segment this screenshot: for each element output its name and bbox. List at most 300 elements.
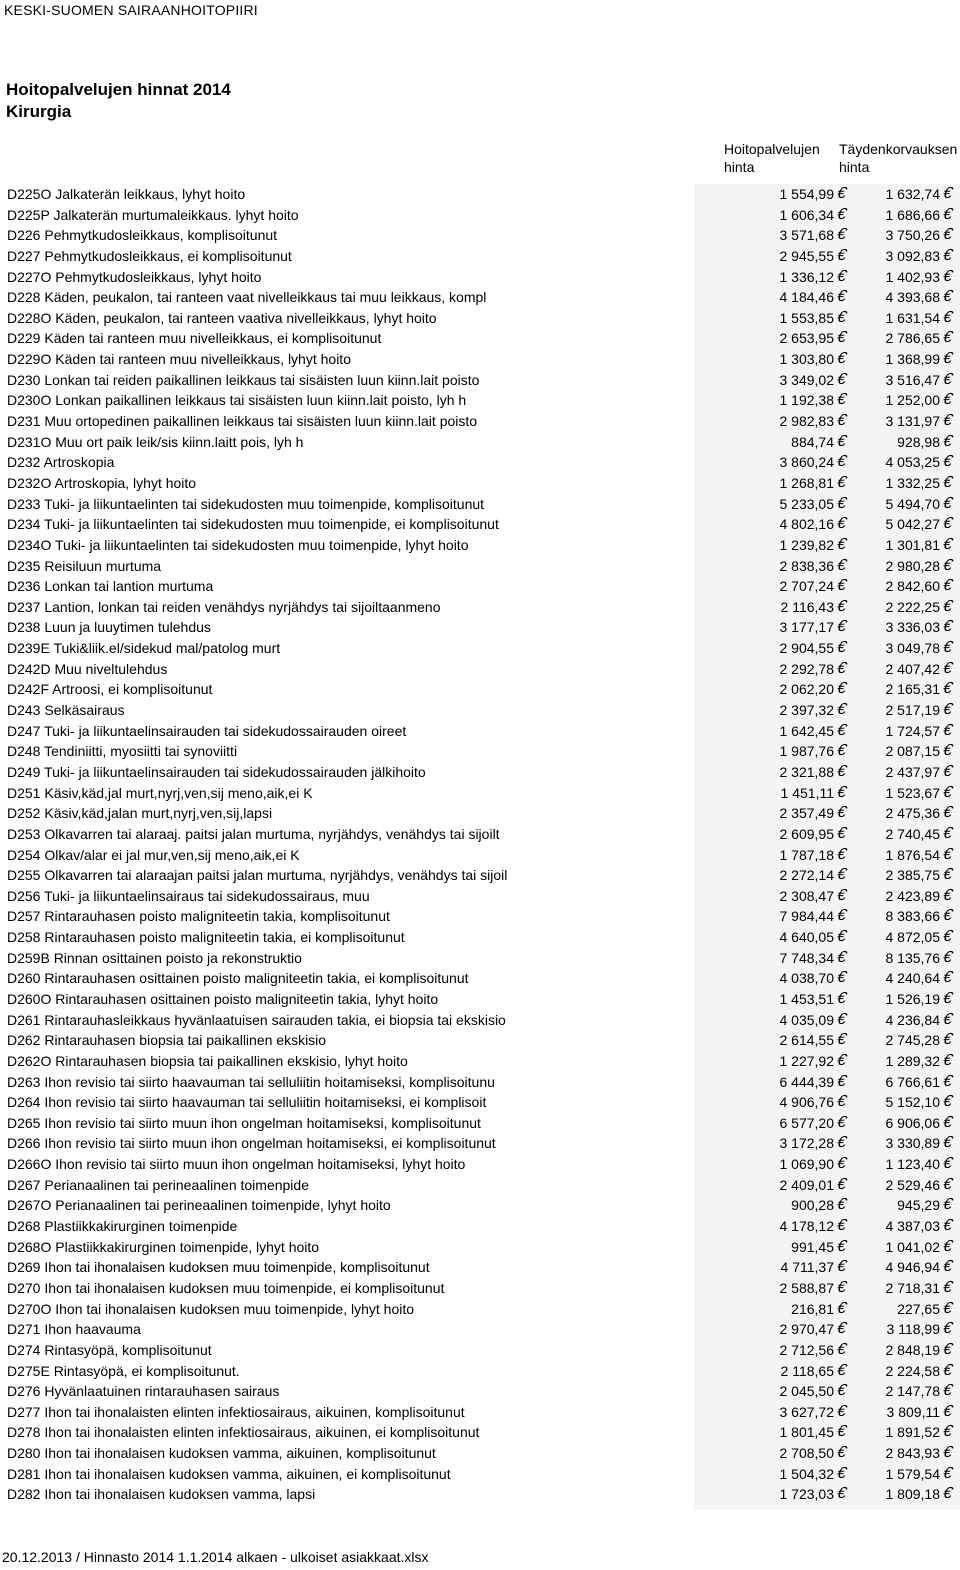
table-row xyxy=(0,824,960,845)
row-description: D266O Ihon revisio tai siirto muun ihon ongelman hoitamiseksi, lyhyt hoito xyxy=(7,1156,466,1173)
row-price: 1 451,11 xyxy=(780,784,834,801)
row-price: 1 504,32 xyxy=(779,1465,834,1482)
row-price: 1 336,12 xyxy=(779,268,834,285)
euro-symbol: € xyxy=(940,535,955,553)
euro-symbol: € xyxy=(834,1464,849,1482)
row-description: D234 Tuki- ja liikuntaelinten tai sidekudosten muu toimenpide, ei komplisoitunut xyxy=(7,516,499,533)
table-row xyxy=(0,927,960,948)
row-price: 2 045,50 xyxy=(779,1383,834,1400)
euro-symbol: € xyxy=(940,412,955,430)
row-description: D274 Rintasyöpä, komplisoitunut xyxy=(7,1341,212,1358)
euro-symbol: € xyxy=(940,350,955,368)
euro-symbol: € xyxy=(834,1444,849,1462)
row-description: D227O Pehmytkudosleikkaus, lyhyt hoito xyxy=(7,268,262,285)
row-description: D231 Muu ortopedinen paikallinen leikkaus tai sisäisten luun kiinn.lait poisto xyxy=(7,413,478,430)
row-full-price: 3 809,11 xyxy=(886,1403,940,1420)
row-description: D265 Ihon revisio tai siirto muun ihon ongelman hoitamiseksi, komplisoitunut xyxy=(7,1114,481,1131)
row-full-price: 945,29 xyxy=(897,1197,940,1214)
table-row xyxy=(0,845,960,866)
euro-symbol: € xyxy=(940,1340,955,1358)
row-full-price: 1 523,67 xyxy=(885,784,940,801)
euro-symbol: € xyxy=(940,928,955,946)
table-row xyxy=(0,1402,960,1423)
row-full-price: 928,98 xyxy=(897,433,940,450)
euro-symbol: € xyxy=(834,412,849,430)
euro-symbol: € xyxy=(940,370,955,388)
euro-symbol: € xyxy=(834,205,849,223)
euro-symbol: € xyxy=(940,329,955,347)
table-row xyxy=(0,411,960,432)
euro-symbol: € xyxy=(940,783,955,801)
row-full-price: 2 423,89 xyxy=(885,887,940,904)
row-description: D278 Ihon tai ihonalaisten elinten infektiosairaus, aikuinen, ei komplisoitunut xyxy=(7,1424,480,1441)
row-description: D262 Rintarauhasen biopsia tai paikallinen ekskisio xyxy=(7,1032,327,1049)
row-price: 2 409,01 xyxy=(779,1176,834,1193)
row-price: 2 321,88 xyxy=(779,763,834,780)
euro-symbol: € xyxy=(940,989,955,1007)
row-description: D270 Ihon tai ihonalaisen kudoksen muu toimenpide, ei komplisoitunut xyxy=(7,1279,445,1296)
euro-symbol: € xyxy=(940,948,955,966)
organization-name: KESKI-SUOMEN SAIRAANHOITOPIIRI xyxy=(4,2,258,18)
row-price: 7 748,34 xyxy=(779,949,834,966)
row-price: 2 116,43 xyxy=(780,598,834,615)
row-price: 4 178,12 xyxy=(779,1218,834,1235)
row-full-price: 2 786,65 xyxy=(885,330,940,347)
euro-symbol: € xyxy=(940,473,955,491)
euro-symbol: € xyxy=(834,577,849,595)
euro-symbol: € xyxy=(834,267,849,285)
table-row xyxy=(0,741,960,762)
row-price: 5 233,05 xyxy=(779,495,834,512)
row-price: 900,28 xyxy=(791,1197,834,1214)
euro-symbol: € xyxy=(940,432,955,450)
table-row xyxy=(0,1113,960,1134)
row-description: D249 Tuki- ja liikuntaelinsairauden tai sidekudossairauden jälkihoito xyxy=(7,763,426,780)
euro-symbol: € xyxy=(834,618,849,636)
euro-symbol: € xyxy=(834,1402,849,1420)
row-price: 3 177,17 xyxy=(779,619,834,636)
row-description: D247 Tuki- ja liikuntaelinsairauden tai sidekudossairauden oireet xyxy=(7,722,407,739)
table-row xyxy=(0,452,960,473)
euro-symbol: € xyxy=(834,804,849,822)
euro-symbol: € xyxy=(940,1175,955,1193)
table-row xyxy=(0,287,960,308)
row-full-price: 5 494,70 xyxy=(885,495,940,512)
euro-symbol: € xyxy=(834,1217,849,1235)
euro-symbol: € xyxy=(834,886,849,904)
row-full-price: 2 740,45 xyxy=(885,825,940,842)
page-title xyxy=(6,79,231,123)
row-price: 1 192,38 xyxy=(779,392,834,409)
row-description: D238 Luun ja luuytimen tulehdus xyxy=(7,619,211,636)
row-price: 2 708,50 xyxy=(779,1445,834,1462)
euro-symbol: € xyxy=(940,680,955,698)
euro-symbol: € xyxy=(940,1402,955,1420)
row-price: 4 184,46 xyxy=(779,289,834,306)
row-description: D260 Rintarauhasen osittainen poisto maligniteetin takia, ei komplisoitunut xyxy=(7,970,469,987)
euro-symbol: € xyxy=(834,308,849,326)
euro-symbol: € xyxy=(940,267,955,285)
euro-symbol: € xyxy=(834,783,849,801)
table-row xyxy=(0,968,960,989)
row-price: 1 787,18 xyxy=(779,846,834,863)
euro-symbol: € xyxy=(834,721,849,739)
euro-symbol: € xyxy=(940,907,955,925)
row-description: D268O Plastiikkakirurginen toimenpide, lyhyt hoito xyxy=(7,1238,320,1255)
euro-symbol: € xyxy=(940,1051,955,1069)
row-description: D232 Artroskopia xyxy=(7,454,115,471)
row-description: D280 Ihon tai ihonalaisen kudoksen vamma, aikuinen, komplisoitunut xyxy=(7,1445,436,1462)
row-price: 216,81 xyxy=(791,1300,834,1317)
euro-symbol: € xyxy=(940,597,955,615)
row-description: D248 Tendiniitti, myosiitti tai synoviitti xyxy=(7,743,238,760)
table-row xyxy=(0,1422,960,1443)
euro-symbol: € xyxy=(940,246,955,264)
row-description: D258 Rintarauhasen poisto maligniteetin takia, ei komplisoitunut xyxy=(7,929,405,946)
row-description: D259B Rinnan osittainen poisto ja rekonstruktio xyxy=(7,949,302,966)
table-row xyxy=(0,1051,960,1072)
row-description: D267 Perianaalinen tai perineaalinen toimenpide xyxy=(7,1176,309,1193)
euro-symbol: € xyxy=(834,246,849,264)
row-price: 991,45 xyxy=(791,1238,834,1255)
table-row xyxy=(0,1257,960,1278)
euro-symbol: € xyxy=(834,556,849,574)
euro-symbol: € xyxy=(834,1423,849,1441)
euro-symbol: € xyxy=(940,1010,955,1028)
row-description: D242F Artroosi, ei komplisoitunut xyxy=(7,681,213,698)
euro-symbol: € xyxy=(834,185,849,202)
row-description: D229O Käden tai ranteen muu nivelleikkaus, lyhyt hoito xyxy=(7,351,351,368)
row-description: D275E Rintasyöpä, ei komplisoitunut. xyxy=(7,1362,240,1379)
row-price: 1 069,90 xyxy=(779,1156,834,1173)
column-header-price: Hoitopalvelujen hinta xyxy=(724,141,820,175)
euro-symbol: € xyxy=(940,494,955,512)
euro-symbol: € xyxy=(940,701,955,719)
euro-symbol: € xyxy=(940,762,955,780)
euro-symbol: € xyxy=(940,1444,955,1462)
row-description: D233 Tuki- ja liikuntaelinten tai sidekudosten muu toimenpide, komplisoitunut xyxy=(7,495,485,512)
euro-symbol: € xyxy=(834,329,849,347)
table-row xyxy=(0,514,960,535)
row-description: D282 Ihon tai ihonalaisen kudoksen vamma, lapsi xyxy=(7,1486,316,1503)
row-description: D225P Jalkaterän murtumaleikkaus. lyhyt hoito xyxy=(7,206,299,223)
row-price: 2 308,47 xyxy=(779,887,834,904)
row-full-price: 2 437,97 xyxy=(885,763,940,780)
table-row xyxy=(0,948,960,969)
row-price: 3 349,02 xyxy=(779,371,834,388)
table-row xyxy=(0,1216,960,1237)
row-full-price: 2 848,19 xyxy=(885,1341,940,1358)
row-price: 1 723,03 xyxy=(779,1486,834,1503)
row-full-price: 4 946,94 xyxy=(885,1259,940,1276)
row-price: 1 239,82 xyxy=(779,536,834,553)
euro-symbol: € xyxy=(834,680,849,698)
row-full-price: 1 724,57 xyxy=(885,722,940,739)
euro-symbol: € xyxy=(834,989,849,1007)
row-full-price: 2 517,19 xyxy=(885,702,940,719)
euro-symbol: € xyxy=(940,453,955,471)
row-full-price: 3 330,89 xyxy=(885,1135,940,1152)
row-description: D256 Tuki- ja liikuntaelinsairaus tai sidekudossairaus, muu xyxy=(7,887,370,904)
euro-symbol: € xyxy=(834,1051,849,1069)
euro-symbol: € xyxy=(940,1093,955,1111)
column-header-full-price: Täydenkorvauksen hinta xyxy=(839,141,958,175)
row-full-price: 4 872,05 xyxy=(885,929,940,946)
row-description: D260O Rintarauhasen osittainen poisto maligniteetin takia, lyhyt hoito xyxy=(7,990,439,1007)
table-row xyxy=(0,1484,960,1505)
row-description: D276 Hyvänlaatuinen rintarauhasen sairaus xyxy=(7,1383,280,1400)
row-description: D263 Ihon revisio tai siirto haavauman tai selluliitin hoitamiseksi, komplisoitunu xyxy=(7,1073,495,1090)
table-row xyxy=(0,1319,960,1340)
row-price: 2 707,24 xyxy=(779,578,834,595)
row-price: 4 035,09 xyxy=(779,1011,834,1028)
table-row xyxy=(0,1010,960,1031)
row-description: D226 Pehmytkudosleikkaus, komplisoitunut xyxy=(7,227,278,244)
row-price: 1 642,45 xyxy=(779,722,834,739)
row-full-price: 2 843,93 xyxy=(885,1445,940,1462)
row-price: 2 357,49 xyxy=(779,805,834,822)
euro-symbol: € xyxy=(834,639,849,657)
row-description: D239E Tuki&liik.el/sidekud mal/patolog murt xyxy=(7,640,281,657)
euro-symbol: € xyxy=(940,1155,955,1173)
table-row xyxy=(0,762,960,783)
euro-symbol: € xyxy=(834,762,849,780)
table-row xyxy=(0,1072,960,1093)
row-price: 2 904,55 xyxy=(779,640,834,657)
table-row xyxy=(0,267,960,288)
euro-symbol: € xyxy=(834,1320,849,1338)
table-row xyxy=(0,1381,960,1402)
row-full-price: 2 718,31 xyxy=(885,1279,940,1296)
row-full-price: 5 152,10 xyxy=(885,1094,940,1111)
row-price: 2 970,47 xyxy=(779,1321,834,1338)
row-description: D225O Jalkaterän leikkaus, lyhyt hoito xyxy=(7,186,246,202)
table-row xyxy=(0,659,960,680)
row-description: D237 Lantion, lonkan tai reiden venähdys nyrjähdys tai sijoiltaanmeno xyxy=(7,598,441,615)
row-full-price: 4 236,84 xyxy=(885,1011,940,1028)
row-full-price: 1 368,99 xyxy=(885,351,940,368)
row-description: D234O Tuki- ja liikuntaelinten tai sidekudosten muu toimenpide, lyhyt hoito xyxy=(7,536,469,553)
euro-symbol: € xyxy=(834,1093,849,1111)
row-full-price: 5 042,27 xyxy=(885,516,940,533)
row-full-price: 227,65 xyxy=(897,1300,940,1317)
euro-symbol: € xyxy=(940,1217,955,1235)
row-description: D229 Käden tai ranteen muu nivelleikkaus, ei komplisoitunut xyxy=(7,330,382,347)
row-description: D261 Rintarauhasleikkaus hyvänlaatuisen sairauden takia, ei biopsia tai ekskisio xyxy=(7,1011,506,1028)
euro-symbol: € xyxy=(940,804,955,822)
row-full-price: 3 750,26 xyxy=(885,227,940,244)
row-price: 3 571,68 xyxy=(779,227,834,244)
euro-symbol: € xyxy=(940,1072,955,1090)
row-full-price: 2 087,15 xyxy=(885,743,940,760)
table-row xyxy=(0,886,960,907)
row-full-price: 2 147,78 xyxy=(885,1383,940,1400)
row-description: D251 Käsiv,käd,jal murt,nyrj,ven,sij meno,aik,ei K xyxy=(7,784,313,801)
row-full-price: 3 049,78 xyxy=(885,640,940,657)
euro-symbol: € xyxy=(940,886,955,904)
row-price: 2 653,95 xyxy=(779,330,834,347)
table-row xyxy=(0,1195,960,1216)
row-full-price: 1 579,54 xyxy=(885,1465,940,1482)
title-line-2: Kirurgia xyxy=(6,102,72,121)
euro-symbol: € xyxy=(940,556,955,574)
euro-symbol: € xyxy=(940,639,955,657)
euro-symbol: € xyxy=(834,969,849,987)
row-full-price: 6 906,06 xyxy=(885,1114,940,1131)
row-full-price: 2 385,75 xyxy=(885,867,940,884)
euro-symbol: € xyxy=(834,350,849,368)
table-row xyxy=(0,246,960,267)
row-description: D228O Käden, peukalon, tai ranteen vaativa nivelleikkaus, lyhyt hoito xyxy=(7,309,437,326)
table-row xyxy=(0,617,960,638)
row-price: 1 553,85 xyxy=(779,309,834,326)
row-description: D231O Muu ort paik leik/sis kiinn.laitt pois, lyh h xyxy=(7,433,304,450)
row-full-price: 1 402,93 xyxy=(885,268,940,285)
row-price: 2 588,87 xyxy=(779,1279,834,1296)
row-full-price: 1 891,52 xyxy=(885,1424,940,1441)
euro-symbol: € xyxy=(940,1464,955,1482)
table-row xyxy=(0,473,960,494)
table-row xyxy=(0,1340,960,1361)
row-description: D228 Käden, peukalon, tai ranteen vaat nivelleikkaus tai muu leikkaus, kompl xyxy=(7,289,487,306)
table-row xyxy=(0,783,960,804)
row-full-price: 2 842,60 xyxy=(885,578,940,595)
row-price: 6 577,20 xyxy=(779,1114,834,1131)
euro-symbol: € xyxy=(834,1382,849,1400)
row-price: 2 982,83 xyxy=(779,413,834,430)
row-price: 1 987,76 xyxy=(779,743,834,760)
row-full-price: 1 041,02 xyxy=(885,1238,940,1255)
row-description: D269 Ihon tai ihonalaisen kudoksen muu toimenpide, komplisoitunut xyxy=(7,1259,430,1276)
table-row xyxy=(0,328,960,349)
row-full-price: 8 383,66 xyxy=(885,908,940,925)
euro-symbol: € xyxy=(940,226,955,244)
euro-symbol: € xyxy=(834,473,849,491)
row-description: D264 Ihon revisio tai siirto haavauman tai selluliitin hoitamiseksi, ei komplisoit xyxy=(7,1094,487,1111)
euro-symbol: € xyxy=(834,535,849,553)
table-row xyxy=(0,1030,960,1051)
row-full-price: 4 387,03 xyxy=(885,1218,940,1235)
euro-symbol: € xyxy=(940,659,955,677)
row-price: 4 802,16 xyxy=(779,516,834,533)
row-price: 2 062,20 xyxy=(779,681,834,698)
euro-symbol: € xyxy=(940,1361,955,1379)
euro-symbol: € xyxy=(940,866,955,884)
row-full-price: 4 053,25 xyxy=(885,454,940,471)
table-row xyxy=(0,721,960,742)
table-row xyxy=(0,432,960,453)
row-full-price: 8 135,76 xyxy=(885,949,940,966)
euro-symbol: € xyxy=(834,1155,849,1173)
row-description: D230O Lonkan paikallinen leikkaus tai sisäisten luun kiinn.lait poisto, lyh h xyxy=(7,392,467,409)
euro-symbol: € xyxy=(834,1485,849,1503)
euro-symbol: € xyxy=(834,453,849,471)
table-row xyxy=(0,679,960,700)
row-description: D230 Lonkan tai reiden paikallinen leikkaus tai sisäisten luun kiinn.lait poisto xyxy=(7,371,480,388)
row-description: D268 Plastiikkakirurginen toimenpide xyxy=(7,1218,238,1235)
row-price: 6 444,39 xyxy=(779,1073,834,1090)
row-description: D253 Olkavarren tai alaraaj. paitsi jalan murtuma, nyrjähdys, venähdys tai sijoilt xyxy=(7,825,500,842)
euro-symbol: € xyxy=(940,721,955,739)
euro-symbol: € xyxy=(940,1258,955,1276)
row-price: 2 397,32 xyxy=(779,702,834,719)
title-line-1: Hoitopalvelujen hinnat 2014 xyxy=(6,80,231,99)
euro-symbol: € xyxy=(940,1278,955,1296)
row-description: D266 Ihon revisio tai siirto muun ihon ongelman hoitamiseksi, ei komplisoitunut xyxy=(7,1135,496,1152)
euro-symbol: € xyxy=(940,1134,955,1152)
row-price: 7 984,44 xyxy=(779,908,834,925)
row-price: 2 609,95 xyxy=(779,825,834,842)
row-description: D235 Reisiluun murtuma xyxy=(7,557,162,574)
table-row xyxy=(0,1175,960,1196)
table-row xyxy=(0,225,960,246)
row-full-price: 3 336,03 xyxy=(885,619,940,636)
euro-symbol: € xyxy=(940,577,955,595)
row-price: 1 453,51 xyxy=(779,990,834,1007)
euro-symbol: € xyxy=(940,205,955,223)
row-price: 1 801,45 xyxy=(779,1424,834,1441)
table-row xyxy=(0,1154,960,1175)
row-full-price: 3 092,83 xyxy=(885,247,940,264)
euro-symbol: € xyxy=(940,1320,955,1338)
row-price: 4 906,76 xyxy=(779,1094,834,1111)
euro-symbol: € xyxy=(834,907,849,925)
table-row xyxy=(0,535,960,556)
euro-symbol: € xyxy=(834,1113,849,1131)
row-price: 1 554,99 xyxy=(779,186,834,202)
row-full-price: 2 407,42 xyxy=(885,660,940,677)
table-row xyxy=(0,906,960,927)
euro-symbol: € xyxy=(940,1299,955,1317)
row-price: 1 227,92 xyxy=(779,1052,834,1069)
euro-symbol: € xyxy=(834,1340,849,1358)
row-price: 3 627,72 xyxy=(779,1403,834,1420)
euro-symbol: € xyxy=(834,597,849,615)
table-row xyxy=(0,803,960,824)
row-full-price: 2 475,36 xyxy=(885,805,940,822)
table-row xyxy=(0,1443,960,1464)
row-price: 4 711,37 xyxy=(780,1259,834,1276)
euro-symbol: € xyxy=(940,185,955,202)
euro-symbol: € xyxy=(940,618,955,636)
row-full-price: 2 222,25 xyxy=(885,598,940,615)
euro-symbol: € xyxy=(940,288,955,306)
table-row xyxy=(0,638,960,659)
row-full-price: 1 123,40 xyxy=(885,1156,940,1173)
euro-symbol: € xyxy=(940,1113,955,1131)
row-description: D236 Lonkan tai lantion murtuma xyxy=(7,578,214,595)
euro-symbol: € xyxy=(940,391,955,409)
row-description: D271 Ihon haavauma xyxy=(7,1321,141,1338)
euro-symbol: € xyxy=(834,370,849,388)
row-full-price: 3 516,47 xyxy=(885,371,940,388)
row-description: D227 Pehmytkudosleikkaus, ei komplisoitunut xyxy=(7,247,292,264)
row-full-price: 1 526,19 xyxy=(885,990,940,1007)
row-price: 2 614,55 xyxy=(779,1032,834,1049)
row-description: D267O Perianaalinen tai perineaalinen toimenpide, lyhyt hoito xyxy=(7,1197,391,1214)
euro-symbol: € xyxy=(834,928,849,946)
row-price: 884,74 xyxy=(791,433,834,450)
table-row xyxy=(0,205,960,226)
euro-symbol: € xyxy=(834,824,849,842)
row-description: D252 Käsiv,käd,jalan murt,nyrj,ven,sij,lapsi xyxy=(7,805,273,822)
euro-symbol: € xyxy=(834,515,849,533)
row-price: 1 303,80 xyxy=(779,351,834,368)
euro-symbol: € xyxy=(834,1175,849,1193)
row-full-price: 3 118,99 xyxy=(886,1321,940,1338)
price-table xyxy=(0,184,960,1505)
row-price: 2 712,56 xyxy=(779,1341,834,1358)
